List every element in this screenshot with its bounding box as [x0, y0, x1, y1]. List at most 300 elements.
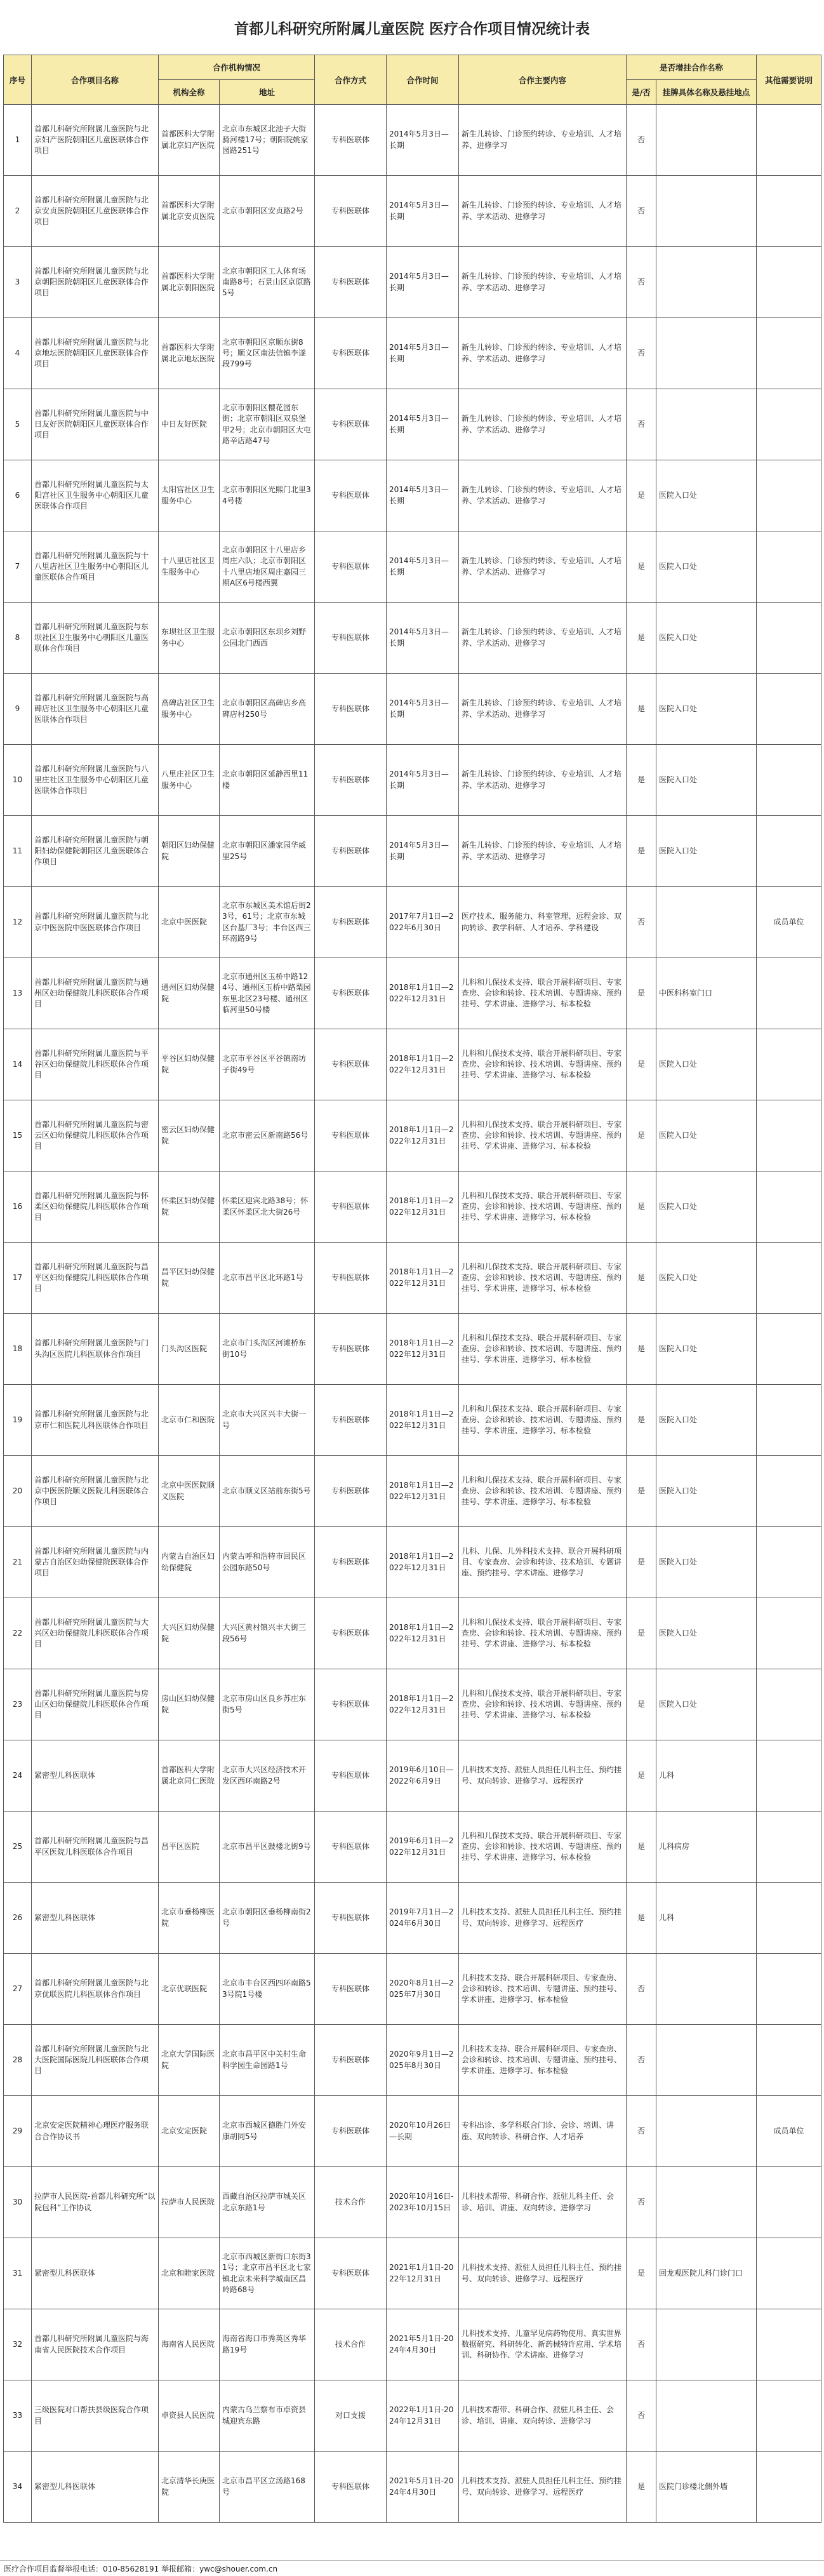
cell-time: 2014年5月3日—长期 [387, 176, 459, 247]
cell-site [656, 2380, 757, 2452]
table-row [4, 2380, 821, 2452]
cell-org-name: 首都医科大学附属北京地坛医院 [159, 318, 220, 389]
cell-site: 医院入口处 [656, 1314, 757, 1385]
cell-site [656, 1954, 757, 2025]
cell-time: 2019年6月1日—2022年12月31日 [387, 1812, 459, 1883]
table-row [4, 1456, 821, 1527]
cell-remark [757, 2167, 821, 2238]
cell-seq: 31 [4, 2238, 32, 2309]
cell-mode: 专科医联体 [315, 389, 387, 460]
cell-org-name: 首都医科大学附属北京朝阳医院 [159, 247, 220, 318]
cell-yesno: 否 [627, 389, 656, 460]
cell-site: 医院入口处 [656, 1385, 757, 1456]
cell-yesno: 是 [627, 816, 656, 887]
cell-time: 2022年1月1日-2024年12月31日 [387, 2380, 459, 2452]
cell-yesno: 是 [627, 1456, 656, 1527]
cell-seq: 24 [4, 1740, 32, 1812]
header-yesno: 是/否 [627, 80, 656, 105]
cell-project: 紧密型儿科医联体 [32, 2452, 159, 2523]
cell-content: 儿科技术支持、派驻人员担任儿科主任、预约挂号、双向转诊、进修学习、远程医疗 [459, 1740, 627, 1812]
cell-address: 北京市朝阳区垂杨柳南街2号 [220, 1883, 315, 1954]
cell-address: 北京市朝阳区高碑店乡高碑店村250号 [220, 674, 315, 745]
cell-mode: 专科医联体 [315, 1954, 387, 2025]
cell-mode: 对口支援 [315, 2380, 387, 2452]
cell-yesno: 是 [627, 2238, 656, 2309]
cell-time: 2018年1月1日—2022年12月31日 [387, 958, 459, 1029]
cell-site: 医院门诊楼北侧外墙 [656, 2452, 757, 2523]
header-org-name: 机构全称 [159, 80, 220, 105]
cell-org-name: 昌平区医院 [159, 1812, 220, 1883]
cell-address: 怀柔区迎宾北路38号；怀柔区怀柔区北大街26号 [220, 1171, 315, 1243]
table-row [4, 2096, 821, 2167]
table-row [4, 1029, 821, 1100]
cell-mode: 专科医联体 [315, 1740, 387, 1812]
cell-yesno: 否 [627, 176, 656, 247]
cell-content: 新生儿转诊、门诊预约转诊、专业培训、人才培养、学术活动、进修学习 [459, 389, 627, 460]
cell-yesno: 否 [627, 2167, 656, 2238]
cell-project: 首都儿科研究所附属儿童医院与平谷区妇幼保健院儿科医联体合作项目 [32, 1029, 159, 1100]
cell-project: 首都儿科研究所附属儿童医院与内蒙古自治区妇幼保健院医联体合作项目 [32, 1527, 159, 1598]
cell-org-name: 怀柔区妇幼保健院 [159, 1171, 220, 1243]
cell-address: 内蒙古乌兰察布市卓资县城迎宾东路 [220, 2380, 315, 2452]
cell-yesno: 是 [627, 603, 656, 674]
cell-org-name: 拉萨市人民医院 [159, 2167, 220, 2238]
table-row [4, 2452, 821, 2523]
cell-seq: 25 [4, 1812, 32, 1883]
cell-site: 儿科 [656, 1740, 757, 1812]
cell-yesno: 是 [627, 674, 656, 745]
cell-org-name: 大兴区妇幼保健院 [159, 1598, 220, 1669]
cell-seq: 26 [4, 1883, 32, 1954]
table-row [4, 460, 821, 531]
cell-org-name: 密云区妇幼保健院 [159, 1100, 220, 1171]
cell-time: 2014年5月3日—长期 [387, 318, 459, 389]
header-mode: 合作方式 [315, 55, 387, 105]
cell-remark [757, 2025, 821, 2096]
cell-site: 医院入口处 [656, 1029, 757, 1100]
cell-address: 北京市昌平区北环路1号 [220, 1243, 315, 1314]
cell-content: 新生儿转诊、门诊预约转诊、专业培训、人才培养、学术活动、进修学习 [459, 674, 627, 745]
cell-org-name: 首都医科大学附属北京安贞医院 [159, 176, 220, 247]
cell-remark [757, 318, 821, 389]
cell-mode: 技术合作 [315, 2309, 387, 2380]
cell-address: 北京市西城区德胜门外安康胡同5号 [220, 2096, 315, 2167]
cell-remark [757, 603, 821, 674]
cell-mode: 专科医联体 [315, 1100, 387, 1171]
cell-mode: 专科医联体 [315, 531, 387, 603]
cell-org-name: 房山区妇幼保健院 [159, 1669, 220, 1740]
cell-seq: 21 [4, 1527, 32, 1598]
cell-remark [757, 1669, 821, 1740]
header-content: 合作主要内容 [459, 55, 627, 105]
cell-project: 紧密型儿科医联体 [32, 1883, 159, 1954]
table-row [4, 105, 821, 176]
cell-remark [757, 1954, 821, 2025]
cell-remark [757, 2309, 821, 2380]
cell-time: 2014年5月3日—长期 [387, 389, 459, 460]
cell-org-name: 首都医科大学附属北京妇产医院 [159, 105, 220, 176]
cell-mode: 专科医联体 [315, 2452, 387, 2523]
cell-content: 新生儿转诊、门诊预约转诊、专业培训、人才培养、学术活动、进修学习 [459, 745, 627, 816]
cell-site: 儿科病房 [656, 1812, 757, 1883]
cell-address: 北京市昌平区中关村生命科学园生命园路1号 [220, 2025, 315, 2096]
table-row [4, 389, 821, 460]
cell-mode: 技术合作 [315, 2167, 387, 2238]
cell-remark [757, 531, 821, 603]
cell-time: 2018年1月1日—2022年12月31日 [387, 1243, 459, 1314]
table-row [4, 1243, 821, 1314]
table-row [4, 745, 821, 816]
cell-project: 首都儿科研究所附属儿童医院与大兴区妇幼保健院儿科医联体合作项目 [32, 1598, 159, 1669]
cell-project: 紧密型儿科医联体 [32, 2238, 159, 2309]
cell-yesno: 否 [627, 318, 656, 389]
cell-content: 儿科和儿保技术支持、联合开展科研项目、专家查房、会诊和转诊、技术培训、专题讲座、预约挂号、学术讲座、进修学习、标本检验 [459, 1598, 627, 1669]
table-row [4, 247, 821, 318]
cooperation-table [3, 55, 821, 2523]
cell-project: 拉萨市人民医院-首都儿科研究所“以院包科”工作协议 [32, 2167, 159, 2238]
cell-yesno: 是 [627, 1669, 656, 1740]
cell-address: 北京市东城区美术馆后街23号，61号；北京市东城区台基厂3号；丰台区西三环南路9号 [220, 887, 315, 958]
cell-content: 儿科和儿保技术支持、联合开展科研项目、专家查房、会诊和转诊、技术培训、专题讲座、预约挂号、学术讲座、进修学习、标本检验 [459, 1812, 627, 1883]
cell-remark: 成员单位 [757, 887, 821, 958]
table-row [4, 2238, 821, 2309]
cell-mode: 专科医联体 [315, 887, 387, 958]
cell-address: 北京市房山区良乡苏庄东街5号 [220, 1669, 315, 1740]
cell-mode: 专科医联体 [315, 2096, 387, 2167]
cell-site: 医院入口处 [656, 745, 757, 816]
cell-org-name: 北京中医医院顺义医院 [159, 1456, 220, 1527]
cell-time: 2018年1月1日—2022年12月31日 [387, 1314, 459, 1385]
cell-time: 2018年1月1日—2022年12月31日 [387, 1598, 459, 1669]
cell-content: 儿科和儿保技术支持、联合开展科研项目、专家查房、会诊和转诊、技术培训、专题讲座、预约挂号、学术讲座、进修学习、标本检验 [459, 1669, 627, 1740]
cell-remark [757, 2452, 821, 2523]
cell-mode: 专科医联体 [315, 816, 387, 887]
cell-address: 海南省海口市秀英区秀华路19号 [220, 2309, 315, 2380]
cell-org-name: 海南省人民医院 [159, 2309, 220, 2380]
cell-yesno: 是 [627, 460, 656, 531]
cell-org-name: 北京中医医院 [159, 887, 220, 958]
cell-seq: 12 [4, 887, 32, 958]
cell-content: 儿科和儿保技术支持、联合开展科研项目、专家查房、会诊和转诊、技术培训、专题讲座、预约挂号、学术讲座、进修学习、标本检验 [459, 1029, 627, 1100]
cell-project: 首都儿科研究所附属儿童医院与朝阳妇幼保健院朝阳区儿童医联体合作项目 [32, 816, 159, 887]
cell-project: 紧密型儿科医联体 [32, 1740, 159, 1812]
cell-site: 医院入口处 [656, 1243, 757, 1314]
cell-site [656, 887, 757, 958]
cell-remark [757, 2380, 821, 2452]
cell-seq: 8 [4, 603, 32, 674]
cell-project: 首都儿科研究所附属儿童医院与北京中医医院中医医联体合作项目 [32, 887, 159, 958]
cell-remark [757, 1812, 821, 1883]
cell-address: 北京市朝阳区东坝乡刘野公园北门西西 [220, 603, 315, 674]
cell-mode: 专科医联体 [315, 603, 387, 674]
cell-remark [757, 105, 821, 176]
cell-mode: 专科医联体 [315, 1314, 387, 1385]
cell-site [656, 318, 757, 389]
cell-mode: 专科医联体 [315, 1029, 387, 1100]
cell-mode: 专科医联体 [315, 460, 387, 531]
cell-project: 首都儿科研究所附属儿童医院与怀柔区妇幼保健院儿科医联体合作项目 [32, 1171, 159, 1243]
cell-seq: 13 [4, 958, 32, 1029]
cell-org-name: 高碑店社区卫生服务中心 [159, 674, 220, 745]
cell-yesno: 否 [627, 247, 656, 318]
cell-org-name: 内蒙古自治区妇幼保健院 [159, 1527, 220, 1598]
cell-site: 医院入口处 [656, 603, 757, 674]
table-row [4, 816, 821, 887]
cell-org-name: 朝阳区妇幼保健院 [159, 816, 220, 887]
cell-org-name: 昌平区妇幼保健院 [159, 1243, 220, 1314]
cell-mode: 专科医联体 [315, 958, 387, 1029]
cell-mode: 专科医联体 [315, 1171, 387, 1243]
cell-remark [757, 1883, 821, 1954]
cell-project: 首都儿科研究所附属儿童医院与北京优联医院儿科医联体合作项目 [32, 1954, 159, 2025]
cell-time: 2014年5月3日—长期 [387, 531, 459, 603]
cell-yesno: 是 [627, 1385, 656, 1456]
cell-seq: 32 [4, 2309, 32, 2380]
cell-address: 北京市丰台区西四环南路53号院1号楼 [220, 1954, 315, 2025]
cell-mode: 专科医联体 [315, 1883, 387, 1954]
table-row [4, 958, 821, 1029]
cell-yesno: 否 [627, 105, 656, 176]
cell-seq: 5 [4, 389, 32, 460]
cell-org-name: 北京清华长庚医院 [159, 2452, 220, 2523]
cell-seq: 11 [4, 816, 32, 887]
cell-address: 北京市朝阳区延静西里11楼 [220, 745, 315, 816]
cell-mode: 专科医联体 [315, 1669, 387, 1740]
cell-org-name: 首都医科大学附属北京同仁医院 [159, 1740, 220, 1812]
table-row [4, 1598, 821, 1669]
cell-content: 儿科和儿保技术支持、联合开展科研项目、专家查房、会诊和转诊、技术培训、专题讲座、预约挂号、学术讲座、进修学习、标本检验 [459, 1100, 627, 1171]
cell-time: 2020年8月1日—2025年7月30日 [387, 1954, 459, 2025]
cell-mode: 专科医联体 [315, 105, 387, 176]
cell-remark [757, 1100, 821, 1171]
cell-project: 首都儿科研究所附属儿童医院与中日友好医院朝阳区儿童医联体合作项目 [32, 389, 159, 460]
table-row [4, 1527, 821, 1598]
cell-site: 医院入口处 [656, 816, 757, 887]
cell-time: 2021年1月1日-2022年12月31日 [387, 2238, 459, 2309]
cell-remark [757, 1527, 821, 1598]
cell-mode: 专科医联体 [315, 745, 387, 816]
cell-site: 儿科 [656, 1883, 757, 1954]
table-row [4, 603, 821, 674]
cell-remark [757, 389, 821, 460]
cell-project: 首都儿科研究所附属儿童医院与北京中医医院顺义医院儿科医联体合作项目 [32, 1456, 159, 1527]
table-row [4, 674, 821, 745]
cell-mode: 专科医联体 [315, 1527, 387, 1598]
table-row [4, 2309, 821, 2380]
cell-content: 儿科技术支持、派驻人员担任儿科主任、预约挂号、双向转诊、进修学习、远程医疗 [459, 2238, 627, 2309]
cell-remark [757, 958, 821, 1029]
cell-project: 首都儿科研究所附属儿童医院与密云区妇幼保健院儿科医联体合作项目 [32, 1100, 159, 1171]
cell-mode: 专科医联体 [315, 2025, 387, 2096]
cell-yesno: 否 [627, 887, 656, 958]
cell-yesno: 是 [627, 1100, 656, 1171]
header-site-group: 是否增挂合作名称 [627, 55, 757, 80]
cell-yesno: 是 [627, 1314, 656, 1385]
cell-seq: 28 [4, 2025, 32, 2096]
cell-time: 2018年1月1日—2022年12月31日 [387, 1385, 459, 1456]
cell-seq: 10 [4, 745, 32, 816]
cell-project: 首都儿科研究所附属儿童医院与东坝社区卫生服务中心朝阳区儿童医联体合作项目 [32, 603, 159, 674]
table-body [4, 105, 821, 2523]
cell-project: 首都儿科研究所附属儿童医院与昌平区妇幼保健院儿科医联体合作项目 [32, 1243, 159, 1314]
cell-site [656, 2309, 757, 2380]
cell-address: 北京市东城区北池子大街骑河楼17号；朝阳院姚家园路251号 [220, 105, 315, 176]
cell-mode: 专科医联体 [315, 2238, 387, 2309]
cell-seq: 7 [4, 531, 32, 603]
cell-site [656, 105, 757, 176]
cell-address: 大兴区黄村镇兴丰大街三段56号 [220, 1598, 315, 1669]
cell-yesno: 是 [627, 745, 656, 816]
cell-address: 内蒙古呼和浩特市回民区公园东路50号 [220, 1527, 315, 1598]
cell-seq: 2 [4, 176, 32, 247]
cell-site [656, 2025, 757, 2096]
cell-time: 2014年5月3日—长期 [387, 816, 459, 887]
table-row [4, 1954, 821, 2025]
page-title: 首都儿科研究所附属儿童医院 医疗合作项目情况统计表 [234, 20, 590, 37]
cell-remark [757, 1029, 821, 1100]
cell-remark [757, 1456, 821, 1527]
cell-site: 医院入口处 [656, 1456, 757, 1527]
cell-project: 首都儿科研究所附属儿童医院与北京妇产医院朝阳区儿童医联体合作项目 [32, 105, 159, 176]
cell-project: 北京安定医院精神心理医疗服务联合合作协议书 [32, 2096, 159, 2167]
table-row [4, 1385, 821, 1456]
cell-address: 北京市朝阳区安贞路2号 [220, 176, 315, 247]
cell-yesno: 否 [627, 2025, 656, 2096]
cell-site: 中医科科室门口 [656, 958, 757, 1029]
cell-time: 2018年1月1日—2022年12月31日 [387, 1100, 459, 1171]
cell-address: 北京市平谷区平谷镇南坊子街49号 [220, 1029, 315, 1100]
cell-org-name: 北京大学国际医院 [159, 2025, 220, 2096]
cell-remark [757, 2238, 821, 2309]
cell-org-name: 门头沟区医院 [159, 1314, 220, 1385]
cell-address: 北京市朝阳区工人体育场南路8号；石景山区京原路5号 [220, 247, 315, 318]
cell-address: 北京市大兴区经济技术开发区西环南路2号 [220, 1740, 315, 1812]
cell-site [656, 389, 757, 460]
cell-seq: 3 [4, 247, 32, 318]
cell-project: 首都儿科研究所附属儿童医院与北京市仁和医院儿科医联体合作项目 [32, 1385, 159, 1456]
cell-mode: 专科医联体 [315, 1243, 387, 1314]
cell-seq: 9 [4, 674, 32, 745]
cell-content: 儿科、儿保、儿外科技术支持、联合开展科研项目、专家查房、会诊和转诊、技术培训、专题讲座、预约挂号、学术讲座、进修学习 [459, 1527, 627, 1598]
cell-content: 新生儿转诊、门诊预约转诊、专业培训、人才培养、学术活动、进修学习 [459, 603, 627, 674]
table-row [4, 1171, 821, 1243]
cell-project: 首都儿科研究所附属儿童医院与八里庄社区卫生服务中心朝阳区儿童医联体合作项目 [32, 745, 159, 816]
cell-seq: 29 [4, 2096, 32, 2167]
cell-project: 首都儿科研究所附属儿童医院与高碑店社区卫生服务中心朝阳区儿童医联体合作项目 [32, 674, 159, 745]
cell-time: 2014年5月3日—长期 [387, 745, 459, 816]
cell-content: 儿科技术帮带、科研合作、派驻儿科主任、会诊、培训、讲座、双向转诊、进修学习 [459, 2380, 627, 2452]
cell-content: 儿科和儿保技术支持、联合开展科研项目、专家查房、会诊和转诊、技术培训、专题讲座、预约挂号、学术讲座、进修学习、标本检验 [459, 1314, 627, 1385]
cell-seq: 20 [4, 1456, 32, 1527]
cell-project: 三级医院对口帮扶县级医院合作项目 [32, 2380, 159, 2452]
table-row [4, 1740, 821, 1812]
cell-content: 儿科技术支持、派驻人员担任儿科主任、预约挂号、双向转诊、进修学习、远程医疗 [459, 2452, 627, 2523]
cell-yesno: 否 [627, 2309, 656, 2380]
cell-remark: 成员单位 [757, 2096, 821, 2167]
cell-org-name: 十八里店社区卫生服务中心 [159, 531, 220, 603]
cell-address: 北京市顺义区站前东街5号 [220, 1456, 315, 1527]
cell-content: 新生儿转诊、门诊预约转诊、专业培训、人才培养、学术活动、进修学习 [459, 531, 627, 603]
cell-address: 北京市大兴区兴丰大街一号 [220, 1385, 315, 1456]
cell-content: 儿科技术支持、派驻人员担任儿科主任、预约挂号、双向转诊、进修学习、远程医疗 [459, 1883, 627, 1954]
cell-content: 儿科技术支持、联合开展科研项目、专家查房、会诊和转诊、技术培训、专题讲座、预约挂号、学术讲座、进修学习、标本检验 [459, 2025, 627, 2096]
cell-content: 医疗技术、服务能力、科室管理、远程会诊、双向转诊、教学科研、人才培养、学科建设 [459, 887, 627, 958]
header-site: 挂牌具体名称及悬挂地点 [656, 80, 757, 105]
cell-yesno: 是 [627, 1243, 656, 1314]
cell-content: 儿科和儿保技术支持、联合开展科研项目、专家查房、会诊和转诊、技术培训、专题讲座、预约挂号、学术讲座、进修学习、标本检验 [459, 958, 627, 1029]
cell-yesno: 是 [627, 1029, 656, 1100]
cell-address: 北京市朝阳区潘家园华威里25号 [220, 816, 315, 887]
cell-yesno: 否 [627, 1954, 656, 2025]
cell-project: 首都儿科研究所附属儿童医院与昌平区医院儿科医联体合作项目 [32, 1812, 159, 1883]
cell-project: 首都儿科研究所附属儿童医院与十八里店社区卫生服务中心朝阳区儿童医联体合作项目 [32, 531, 159, 603]
cell-content: 儿科技术帮带、科研合作、派驻儿科主任、会诊、培训、讲座、双向转诊、进修学习 [459, 2167, 627, 2238]
cell-address: 北京市门头沟区河滩桥东街10号 [220, 1314, 315, 1385]
cell-project: 首都儿科研究所附属儿童医院与通州区妇幼保健院儿科医联体合作项目 [32, 958, 159, 1029]
cell-remark [757, 745, 821, 816]
cell-address: 北京市昌平区鼓楼北街9号 [220, 1812, 315, 1883]
cell-org-name: 北京市仁和医院 [159, 1385, 220, 1456]
cell-mode: 专科医联体 [315, 1456, 387, 1527]
cell-address: 北京市朝阳区光熙门北里34号楼 [220, 460, 315, 531]
cell-seq: 33 [4, 2380, 32, 2452]
cell-project: 首都儿科研究所附属儿童医院与房山区妇幼保健院儿科医联体合作项目 [32, 1669, 159, 1740]
cell-time: 2014年5月3日—长期 [387, 674, 459, 745]
cell-time: 2021年5月1日-2024年4月30日 [387, 2452, 459, 2523]
cell-org-name: 八里庄社区卫生服务中心 [159, 745, 220, 816]
cell-time: 2020年10月16日-2023年10月15日 [387, 2167, 459, 2238]
cell-content: 儿科和儿保技术支持、联合开展科研项目、专家查房、会诊和转诊、技术培训、专题讲座、预约挂号、学术讲座、进修学习、标本检验 [459, 1243, 627, 1314]
header-address: 地址 [220, 80, 315, 105]
cell-site: 医院入口处 [656, 531, 757, 603]
cell-site: 医院入口处 [656, 1171, 757, 1243]
cell-project: 首都儿科研究所附属儿童医院与海南省人民医院技术合作项目 [32, 2309, 159, 2380]
cell-seq: 15 [4, 1100, 32, 1171]
cell-site [656, 2167, 757, 2238]
cell-address: 北京市通州区玉桥中路124号、通州区玉桥中路梨园东里北区23号楼、通州区临河里50号楼 [220, 958, 315, 1029]
cell-site: 医院入口处 [656, 1598, 757, 1669]
cell-remark [757, 1598, 821, 1669]
cell-seq: 18 [4, 1314, 32, 1385]
cell-time: 2014年5月3日—长期 [387, 603, 459, 674]
cell-remark [757, 176, 821, 247]
cell-mode: 专科医联体 [315, 247, 387, 318]
cell-site: 医院入口处 [656, 1100, 757, 1171]
cell-mode: 专科医联体 [315, 674, 387, 745]
cell-remark [757, 1740, 821, 1812]
cell-yesno: 是 [627, 2452, 656, 2523]
table-row [4, 1100, 821, 1171]
cell-remark [757, 1314, 821, 1385]
cell-time: 2017年7月1日—2022年6月30日 [387, 887, 459, 958]
header-seq: 序号 [4, 55, 32, 105]
cell-content: 儿科和儿保技术支持、联合开展科研项目、专家查房、会诊和转诊、技术培训、专题讲座、预约挂号、学术讲座、进修学习、标本检验 [459, 1456, 627, 1527]
cell-seq: 4 [4, 318, 32, 389]
header-time: 合作时间 [387, 55, 459, 105]
cell-seq: 17 [4, 1243, 32, 1314]
cell-seq: 34 [4, 2452, 32, 2523]
cell-site [656, 176, 757, 247]
cell-mode: 专科医联体 [315, 1385, 387, 1456]
cell-site: 医院入口处 [656, 674, 757, 745]
table-row [4, 2167, 821, 2238]
header-remark: 其他需要说明 [757, 55, 821, 105]
cell-seq: 16 [4, 1171, 32, 1243]
cell-mode: 专科医联体 [315, 318, 387, 389]
cell-project: 首都儿科研究所附属儿童医院与北京安贞医院朝阳区儿童医联体合作项目 [32, 176, 159, 247]
cell-site: 医院入口处 [656, 460, 757, 531]
cell-time: 2014年5月3日—长期 [387, 247, 459, 318]
